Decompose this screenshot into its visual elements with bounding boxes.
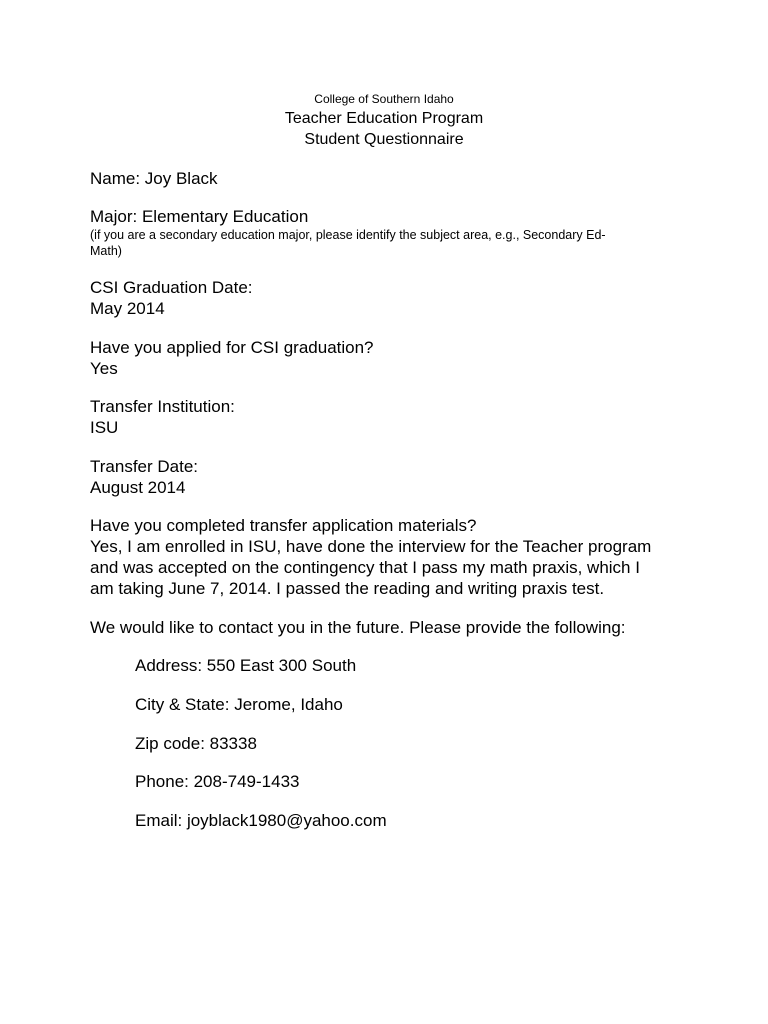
contact-zip: Zip code: 83338 (135, 734, 257, 753)
contact-email: Email: joyblack1980@yahoo.com (135, 811, 387, 830)
applied-question: Have you applied for CSI graduation? (90, 338, 374, 357)
transfer-date-question: Transfer Date: (90, 457, 199, 476)
name-field: Name: Joy Black (90, 169, 218, 188)
contact-city-state: City & State: Jerome, Idaho (135, 695, 343, 714)
contact-intro: We would like to contact you in the future. Please provide the following: (90, 618, 626, 637)
transfer-date-answer: August 2014 (90, 478, 186, 497)
major-field: Major: Elementary Education (90, 207, 309, 226)
materials-question: Have you completed transfer application materials? (90, 516, 477, 535)
form-title: Student Questionnaire (304, 131, 464, 148)
institution-question: Transfer Institution: (90, 397, 235, 416)
program-title: Teacher Education Program (284, 110, 484, 127)
materials-answer-line-3: am taking June 7, 2014. I passed the reading and writing praxis test. (90, 579, 605, 598)
materials-answer-line-1: Yes, I am enrolled in ISU, have done the interview for the Teacher program (90, 537, 652, 556)
materials-answer-line-2: and was accepted on the contingency that I pass my math praxis, which I (90, 558, 640, 577)
major-note-line-2: Math) (90, 244, 122, 258)
applied-answer: Yes (90, 359, 118, 378)
graduation-question: CSI Graduation Date: (90, 278, 253, 297)
institution-answer: ISU (90, 418, 119, 437)
contact-phone: Phone: 208-749-1433 (135, 772, 300, 791)
major-note-line-1: (if you are a secondary education major, please identify the subject area, e.g., Secondary Ed- (90, 228, 606, 242)
graduation-answer: May 2014 (90, 299, 165, 318)
college-name: College of Southern Idaho (314, 92, 454, 106)
contact-address: Address: 550 East 300 South (135, 656, 357, 675)
